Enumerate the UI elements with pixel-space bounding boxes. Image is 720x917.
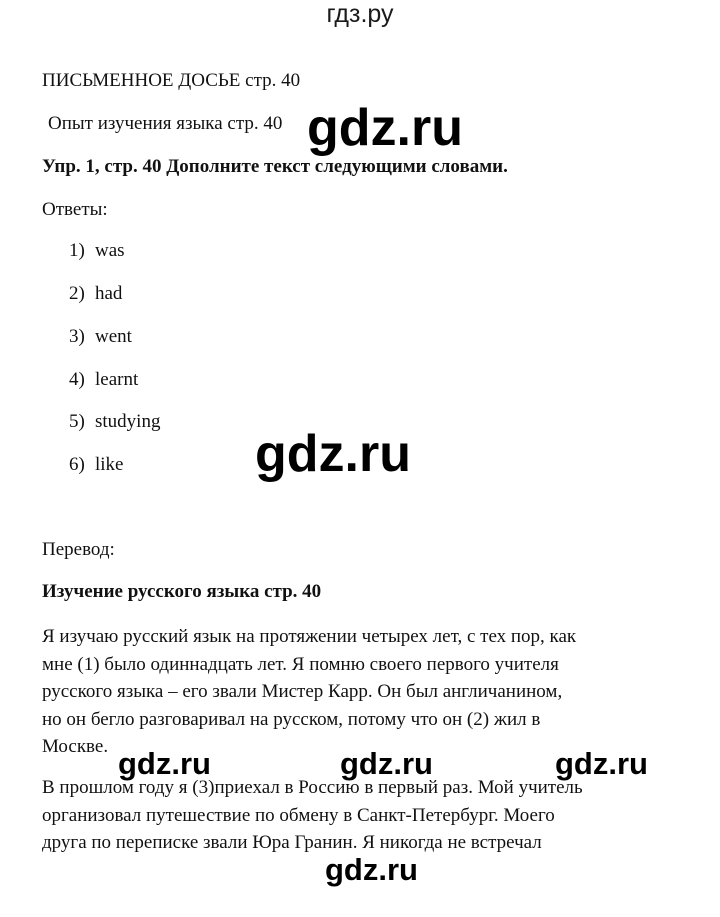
answer-number: 5) xyxy=(69,411,85,432)
answer-number: 6) xyxy=(69,454,85,475)
translation-label: Перевод: xyxy=(42,539,115,560)
subsection-title: Опыт изучения языка стр. 40 xyxy=(48,113,283,134)
answer-word: learnt xyxy=(95,369,139,390)
answer-item xyxy=(69,326,132,348)
answer-word: had xyxy=(95,283,123,304)
answer-word: went xyxy=(95,326,132,347)
paragraph-line: друга по переписке звали Юра Гранин. Я никогда не встречал xyxy=(42,832,542,853)
watermark: gdz.ru xyxy=(555,746,648,781)
answer-item xyxy=(69,411,160,433)
answer-number: 1) xyxy=(69,240,85,261)
paragraph-line: русского языка – его звали Мистер Карр. Он был англичанином, xyxy=(42,681,563,702)
site-header: гдз.ру xyxy=(326,0,394,28)
answers-label: Ответы: xyxy=(42,199,108,220)
answer-number: 4) xyxy=(69,369,85,390)
translation-paragraph-2 xyxy=(42,774,662,857)
watermark: gdz.ru xyxy=(118,746,211,781)
paragraph-line: но он бегло разговаривал на русском, потому что он (2) жил в xyxy=(42,708,541,730)
answer-word: was xyxy=(95,240,125,261)
watermark: gdz.ru xyxy=(307,99,463,157)
answer-item xyxy=(69,369,138,391)
paragraph-line: В прошлом году я (3)приехал в Россию в первый раз. Мой учитель xyxy=(42,777,583,798)
paragraph-line: Я изучаю русский язык на протяжении четырех лет, с тех пор, как xyxy=(42,626,577,647)
answer-number: 3) xyxy=(69,326,85,347)
answer-item xyxy=(69,454,124,476)
answer-word: like xyxy=(95,454,124,475)
answer-item xyxy=(69,283,122,305)
translation-title: Изучение русского языка стр. 40 xyxy=(42,581,322,602)
watermark: gdz.ru xyxy=(255,425,411,483)
answer-item xyxy=(69,240,125,262)
paragraph-line: Москве. xyxy=(42,736,109,757)
section-title: ПИСЬМЕННОЕ ДОСЬЕ стр. 40 xyxy=(42,70,301,91)
translation-paragraph-1 xyxy=(42,623,662,761)
answer-word: studying xyxy=(95,411,161,432)
exercise-title: Упр. 1, стр. 40 Дополните текст следующими словами. xyxy=(42,156,508,177)
answer-number: 2) xyxy=(69,283,85,304)
paragraph-line: организовал путешествие по обмену в Санкт-Петербург. Моего xyxy=(42,804,555,826)
paragraph-line: мне (1) было одиннадцать лет. Я помню своего первого учителя xyxy=(42,653,559,675)
watermark: gdz.ru xyxy=(325,852,418,887)
watermark: gdz.ru xyxy=(340,746,433,781)
